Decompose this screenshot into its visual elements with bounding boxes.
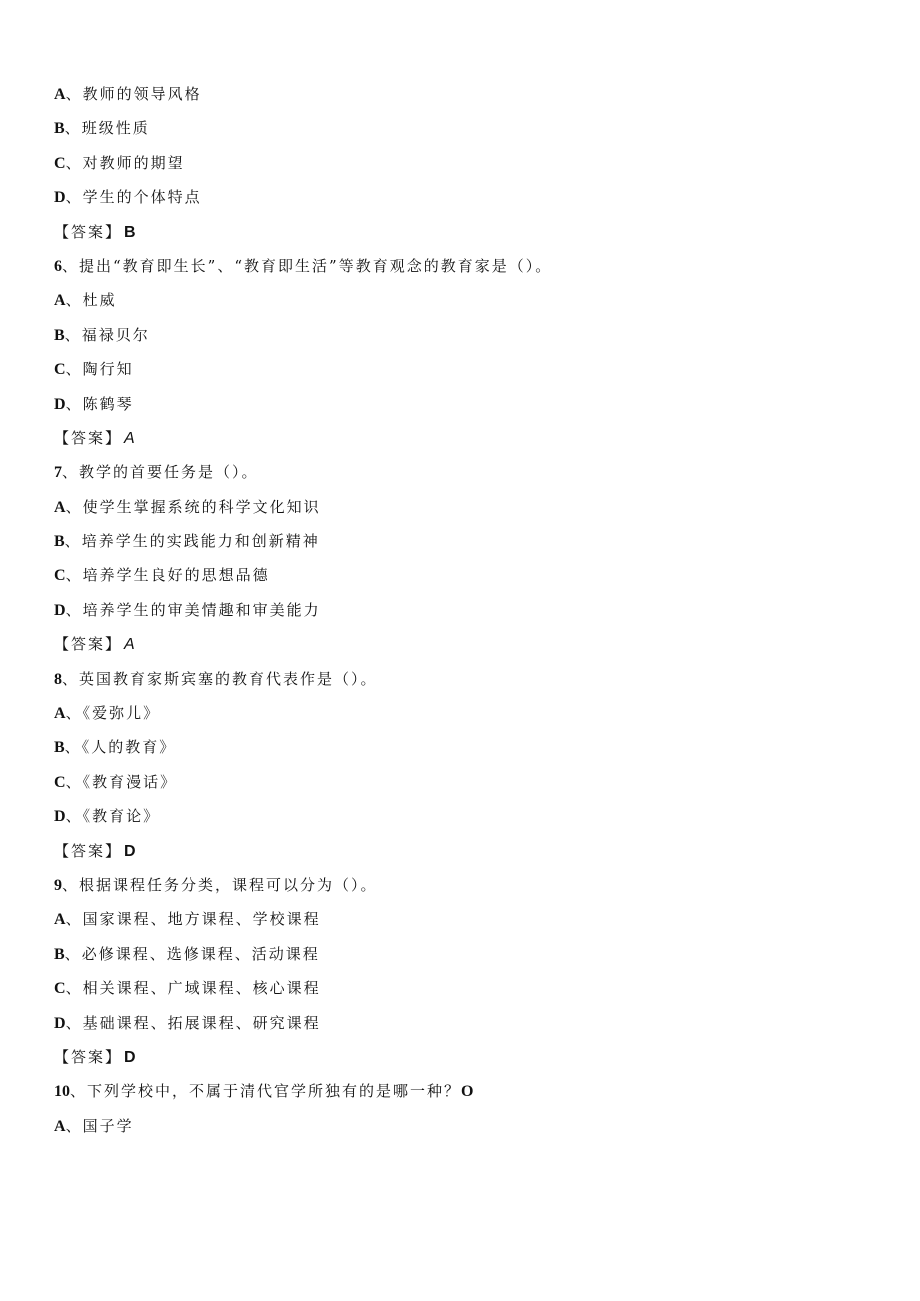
option-text: 国家课程、地方课程、学校课程 [82,910,321,929]
question-list [54,80,874,1146]
answer-value: B [124,223,136,241]
separator: 、 [62,875,80,894]
option-text: 必修课程、选修课程、活动课程 [81,944,320,963]
separator: 、 [65,979,83,998]
question-number: 9 [54,876,62,894]
option-line [54,699,874,733]
option-key: D [54,808,66,826]
option-key: D [54,395,66,413]
option-key: B [54,533,65,551]
question-number: 8 [54,670,62,688]
option-text: 相关课程、广域课程、核心课程 [82,979,321,998]
separator: 、 [65,394,83,413]
separator: 、 [65,807,83,826]
option-line [54,1009,874,1043]
separator: 、 [65,704,83,723]
answer-line [54,1043,874,1077]
option-line [54,390,874,424]
question-text: 下列学校中，不属于清代官学所独有的是哪一种？ [87,1082,462,1101]
option-key: C [54,773,66,791]
question-line [54,458,874,492]
option-key: C [54,361,66,379]
question-line [54,665,874,699]
option-line [54,1112,874,1146]
separator: 、 [65,497,83,516]
option-key: B [54,326,65,344]
answer-line [54,630,874,664]
option-key: B [54,945,65,963]
option-text: 基础课程、拓展课程、研究课程 [82,1013,321,1032]
option-text: 对教师的期望 [82,153,185,172]
option-key: A [54,705,66,723]
answer-label: 【答案】 [54,1047,123,1066]
option-line [54,149,874,183]
option-line [54,355,874,389]
option-text: 杜威 [82,291,117,310]
question-text: 英国教育家斯宾塞的教育代表作是（）。 [79,669,378,688]
option-key: A [54,911,66,929]
separator: 、 [64,119,82,138]
option-line [54,114,874,148]
answer-line [54,424,874,458]
option-text: 国子学 [82,1116,134,1135]
answer-value: D [124,842,136,860]
question-tail: O [461,1083,474,1101]
option-line [54,286,874,320]
option-text: 《教育论》 [82,807,161,826]
option-line [54,561,874,595]
option-text: 《爱弥儿》 [82,704,161,723]
separator: 、 [65,772,83,791]
option-text: 《教育漫话》 [82,772,178,791]
question-line [54,871,874,905]
option-key: C [54,567,66,585]
separator: 、 [64,738,82,757]
option-line [54,940,874,974]
option-key: C [54,154,66,172]
option-line [54,802,874,836]
answer-value: D [124,1048,136,1066]
option-text: 《人的教育》 [81,738,177,757]
option-key: D [54,189,66,207]
answer-label: 【答案】 [54,222,123,241]
question-text: 教学的首要任务是（）。 [79,463,259,482]
answer-label: 【答案】 [54,841,123,860]
option-line [54,974,874,1008]
answer-label: 【答案】 [54,635,123,654]
option-key: B [54,739,65,757]
option-key: D [54,1014,66,1032]
option-text: 培养学生的实践能力和创新精神 [81,532,320,551]
question-text: 提出“教育即生长”、“教育即生活”等教育观念的教育家是（）。 [79,256,553,275]
option-text: 使学生掌握系统的科学文化知识 [82,497,321,516]
option-line [54,321,874,355]
option-key: C [54,980,66,998]
option-key: D [54,601,66,619]
question-line [54,252,874,286]
question-number: 7 [54,464,62,482]
separator: 、 [70,1082,88,1101]
option-text: 福禄贝尔 [81,325,150,344]
option-text: 教师的领导风格 [82,85,202,103]
question-text: 根据课程任务分类，课程可以分为（）。 [79,875,378,894]
option-text: 班级性质 [81,119,150,138]
option-line [54,527,874,561]
answer-label: 【答案】 [54,428,123,447]
option-key: A [54,86,66,103]
answer-value: A [124,636,135,654]
option-text: 培养学生良好的思想品德 [82,566,270,585]
separator: 、 [62,669,80,688]
option-text: 学生的个体特点 [82,188,202,207]
option-text: 培养学生的审美情趣和审美能力 [82,600,321,619]
question-number: 6 [54,257,62,275]
answer-value: A [124,429,135,447]
option-key: A [54,498,66,516]
separator: 、 [65,910,83,929]
separator: 、 [65,153,83,172]
option-line [54,596,874,630]
option-key: A [54,1117,66,1135]
option-line [54,733,874,767]
separator: 、 [65,566,83,585]
separator: 、 [65,360,83,379]
separator: 、 [65,291,83,310]
separator: 、 [65,188,83,207]
option-text: 陈鹤琴 [82,394,134,413]
separator: 、 [65,600,83,619]
option-line [54,493,874,527]
separator: 、 [64,532,82,551]
separator: 、 [64,944,82,963]
option-line [54,905,874,939]
separator: 、 [62,256,80,275]
option-key: B [54,120,65,138]
separator: 、 [65,1116,83,1135]
option-line [54,80,874,114]
separator: 、 [65,85,83,103]
question-line [54,1077,874,1111]
separator: 、 [62,463,80,482]
option-key: A [54,292,66,310]
answer-line [54,218,874,252]
option-line [54,183,874,217]
option-text: 陶行知 [82,360,134,379]
answer-line [54,837,874,871]
separator: 、 [65,1013,83,1032]
separator: 、 [64,325,82,344]
option-line [54,768,874,802]
question-number: 10 [54,1083,70,1101]
